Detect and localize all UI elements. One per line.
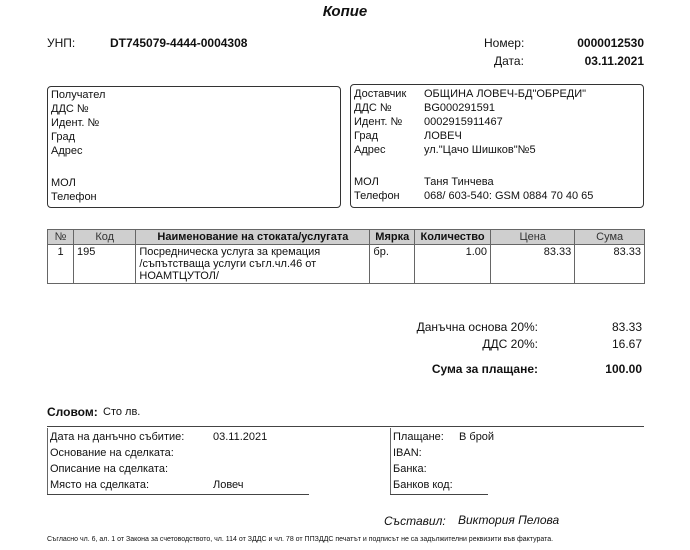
bank-code-label: Банков код: xyxy=(393,479,453,491)
row-no: 1 xyxy=(48,245,74,284)
items-table xyxy=(47,229,645,284)
date-value: 03.11.2021 xyxy=(584,54,644,68)
row-name-line: /съпътстваща услуги съгл.чл.46 от xyxy=(139,258,317,270)
supplier-id-label: Идент. № xyxy=(354,116,403,128)
col-price: Цена xyxy=(491,230,575,245)
unp-label: УНП: xyxy=(47,36,76,50)
supplier-phone-value: 068/ 603-540: GSM 0884 70 40 65 xyxy=(424,190,594,202)
supplier-address-label: Адрес xyxy=(354,144,386,156)
supplier-label: Доставчик xyxy=(354,88,407,100)
supplier-box xyxy=(350,84,644,208)
payment-value: В брой xyxy=(459,431,495,443)
number-label: Номер: xyxy=(484,36,525,50)
compiled-value: Виктория Пелова xyxy=(458,513,560,527)
date-label: Дата: xyxy=(494,54,524,68)
basis-label: Основание на сделката: xyxy=(50,447,174,459)
supplier-vat-label: ДДС № xyxy=(354,102,392,114)
supplier-city-label: Град xyxy=(354,130,378,142)
event-date-label: Дата на данъчно събитие: xyxy=(50,431,185,443)
recipient-address-label: Адрес xyxy=(51,145,83,157)
row-name-line: Посредническа услуга за кремация xyxy=(139,246,321,258)
col-sum: Сума xyxy=(575,230,645,245)
words-value: Сто лв. xyxy=(103,406,141,418)
bank-label: Банка: xyxy=(393,463,427,475)
supplier-address-value: ул."Цачо Шишков"№5 xyxy=(424,144,536,156)
vat-label: ДДС 20%: xyxy=(482,337,538,351)
col-qty: Количество xyxy=(415,230,491,245)
supplier-phone-label: Телефон xyxy=(354,190,400,202)
event-date-value: 03.11.2021 xyxy=(213,431,268,443)
supplier-mol-value: Таня Тинчева xyxy=(424,176,494,188)
details-left-border xyxy=(47,428,48,494)
unp-value: DT745079-4444-0004308 xyxy=(110,36,248,50)
total-value: 100.00 xyxy=(605,362,642,376)
details-column-divider xyxy=(390,428,391,494)
vat-value: 16.67 xyxy=(611,337,642,351)
total-label: Сума за плащане: xyxy=(431,362,538,376)
place-value: Ловеч xyxy=(213,479,244,491)
details-top-divider xyxy=(47,426,644,427)
row-qty: 1.00 xyxy=(415,245,491,284)
supplier-vat-value: BG000291591 xyxy=(424,102,495,114)
row-unit: бр. xyxy=(370,245,415,284)
supplier-id-value: 0002915911467 xyxy=(424,116,503,128)
col-no: № xyxy=(48,230,74,245)
supplier-mol-label: МОЛ xyxy=(354,176,379,188)
row-sum: 83.33 xyxy=(575,245,645,284)
row-price: 83.33 xyxy=(491,245,575,284)
recipient-id-label: Идент. № xyxy=(51,117,100,129)
description-label: Описание на сделката: xyxy=(50,463,169,475)
col-name: Наименование на стоката/услугата xyxy=(136,230,370,245)
items-table-header xyxy=(48,230,645,245)
payment-label: Плащане: xyxy=(393,431,444,443)
recipient-city-label: Град xyxy=(51,131,75,143)
tax-base-label: Данъчна основа 20%: xyxy=(416,320,538,334)
table-row xyxy=(48,245,645,284)
words-label: Словом: xyxy=(47,405,98,419)
row-name-line: НОАМТЦУТОЛ/ xyxy=(139,270,219,282)
col-code: Код xyxy=(74,230,136,245)
iban-label: IBAN: xyxy=(393,447,422,459)
number-value: 0000012530 xyxy=(577,36,644,50)
recipient-box xyxy=(47,86,341,208)
recipient-mol-label: МОЛ xyxy=(51,177,76,189)
recipient-vat-label: ДДС № xyxy=(51,103,89,115)
document-title: Копие xyxy=(322,3,368,20)
row-code: 195 xyxy=(74,245,136,284)
legal-footnote: Съгласно чл. 6, ал. 1 от Закона за счетоводството, чл. 114 от ЗДДС и чл. 78 от ППЗДДС печатът и подписът не са задължителни реквизити във фактурата. xyxy=(47,536,554,543)
details-bottom-right-line xyxy=(390,494,488,495)
recipient-phone-label: Телефон xyxy=(51,191,97,203)
place-label: Място на сделката: xyxy=(50,479,150,491)
compiled-label: Съставил: xyxy=(384,514,446,528)
col-unit: Мярка xyxy=(370,230,415,245)
supplier-city-value: ЛОВЕЧ xyxy=(424,130,462,142)
tax-base-value: 83.33 xyxy=(611,320,642,334)
recipient-label: Получател xyxy=(51,89,106,101)
row-name xyxy=(136,245,370,284)
details-bottom-left-line xyxy=(47,494,309,495)
supplier-name: ОБЩИНА ЛОВЕЧ-БД"ОБРЕДИ" xyxy=(424,88,587,100)
